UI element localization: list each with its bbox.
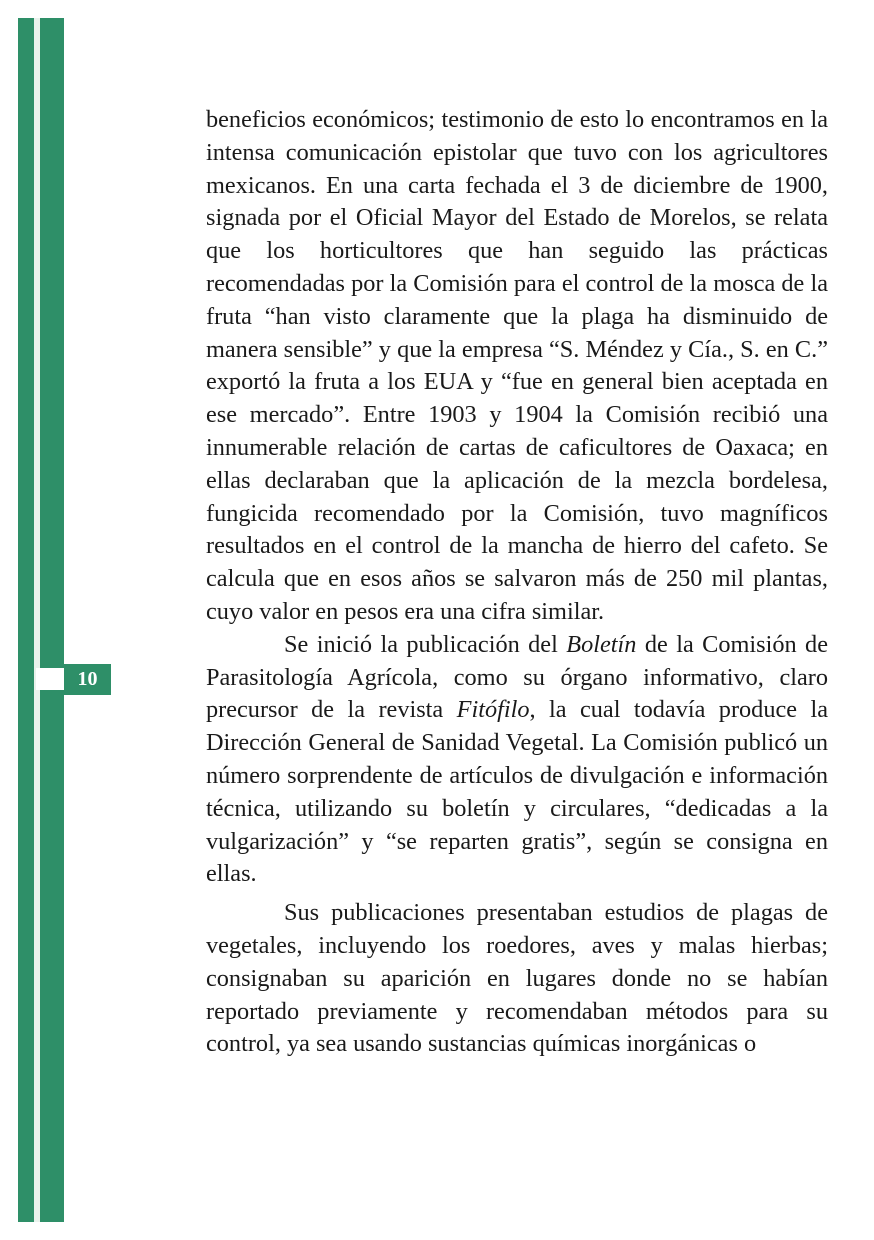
paragraph-2-part-2: de la Comisión de Parasitología Agrícola, como su órgano informativo, claro precursor de la revista xyxy=(206,630,828,724)
page-number-notch xyxy=(36,668,64,690)
body-text xyxy=(206,104,828,1061)
paragraph-1: beneficios económicos; testimonio de esto lo encontramos en la intensa comunicación epistolar que tuvo con los agricultores mexicanos. En una carta fechada el 3 de diciembre de 1900, signada por el Oficial Mayor del Estado de Morelos, se relata que los horticultores que han seguido las prácticas recomendadas por la Comisión para el control de la mosca de la fruta “han visto claramente que la plaga ha disminuido de manera sensible” y que la empresa “S. Méndez y Cía., S. en C.” exportó la fruta a los EUA y “fue en general bien aceptada en ese mercado”. Entre 1903 y 1904 la Comisión recibió una innumerable relación de cartas de caficultores de Oaxaca; en ellas declaraban que la aplicación de la mezcla bordelesa, fungicida recomendado por la Comisión, tuvo magníficos resultados en el control de la mancha de hierro del cafeto. Se calcula que en esos años se salvaron más de 250 mil plantas, cuyo valor en pesos era una cifra similar. xyxy=(206,106,828,625)
margin-bar-inner xyxy=(40,18,64,1222)
margin-bar-outer xyxy=(18,18,34,1222)
boletin-title: Boletín xyxy=(566,630,637,658)
fitofilo-title: Fitófilo xyxy=(456,696,530,724)
page-number: 10 xyxy=(64,664,111,695)
paragraph-3: Sus publicaciones presentaban estudios de plagas de vegetales, incluyendo los roedores, aves y malas hierbas; consignaban su aparición en lugares donde no se habían reportado previamente y recomendaban métodos para su control, ya sea usando sustancias químicas inorgánicas o xyxy=(206,899,828,1058)
paragraph-2 xyxy=(206,629,828,891)
paragraph-2-part-3: , la cual todavía produce la Dirección General de Sanidad Vegetal. La Comisión publicó un número sorprendente de artículos de divulgación e información técnica, utilizando su boletín y circulares, “dedicadas a la vulgarización” y “se reparten gratis”, según se consigna en ellas. xyxy=(206,696,828,888)
paragraph-2-part-1: Se inició la publicación del xyxy=(284,630,567,658)
